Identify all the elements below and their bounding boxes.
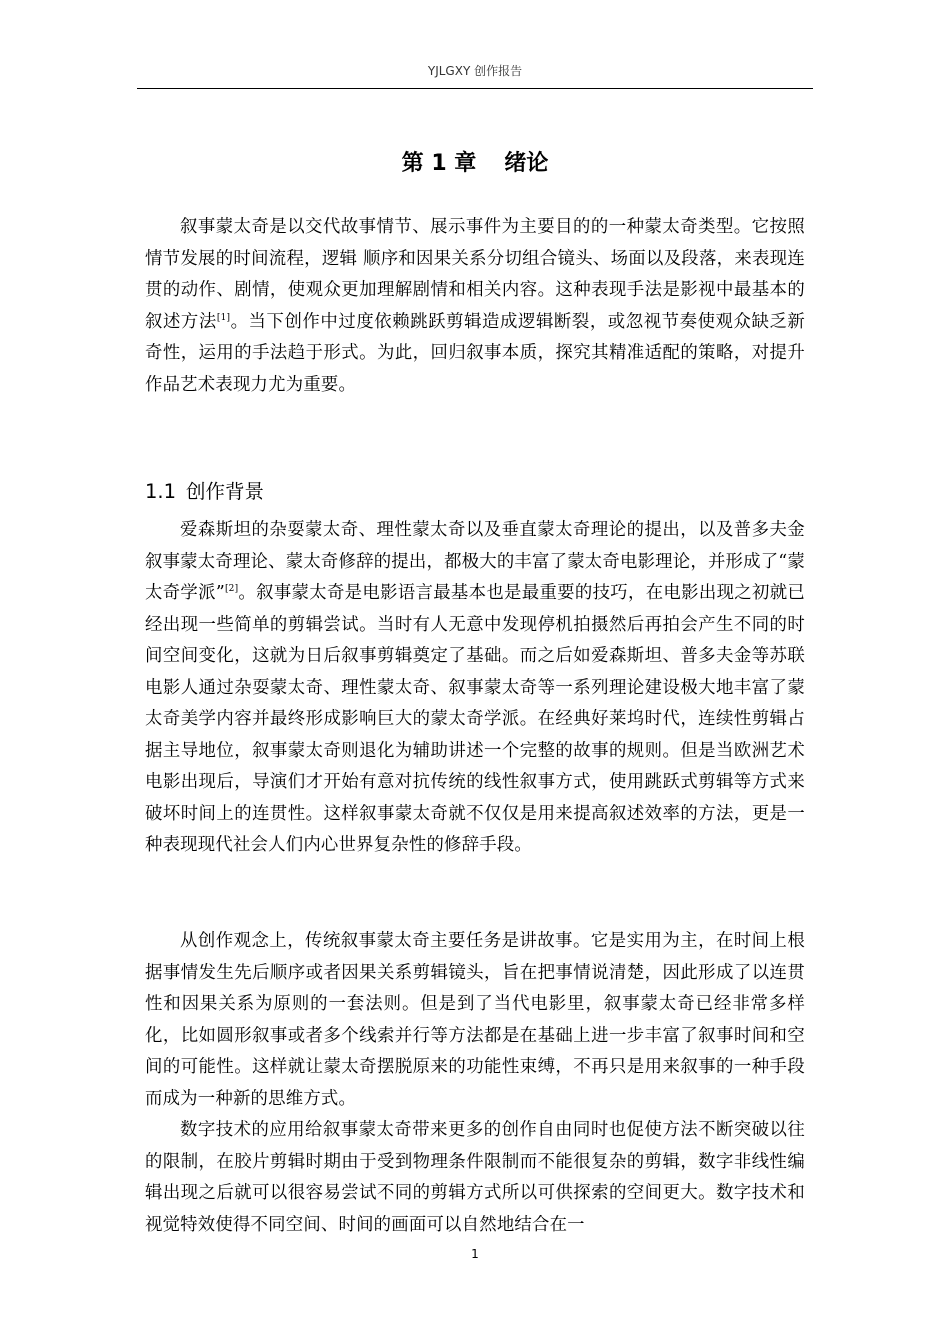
body-paragraph-3: 数字技术的应用给叙事蒙太奇带来更多的创作自由同时也促使方法不断突破以往的限制，在胶片剪辑时期由于受到物理条件限制而不能很复杂的剪辑，数字非线性编辑出现之后就可以很容易尝试不同的剪辑方式所以可供探索的空间更大。数字技术和视觉特效使得不同空间、时间的画面可以自然地结合在一 [145,1120,805,1235]
paragraph-1-text-2: 。叙事蒙太奇是电影语言最基本也是最重要的技巧，在电影出现之初就已经出现一些简单的剪辑尝试。当时有人无意中发现停机拍摄然后再拍会产生不同的时间空间变化，这就为日后叙事剪辑奠定了基础。而之后如爱森斯坦、普多夫金等苏联电影人通过杂耍蒙太奇、理性蒙太奇、叙事蒙太奇等一系列理论建设极大地丰富了蒙太奇美学内容并最终形成影响巨大的蒙太奇学派。在经典好莱坞时代，连续性剪辑占据主导地位，叙事蒙太奇则退化为辅助讲述一个完整的故事的规则。但是当欧洲艺术电影出现后，导演们才开始有意对抗传统的线性叙事方式，使用跳跃式剪辑等方式来破坏时间上的连贯性。这样叙事蒙太奇就不仅仅是用来提高叙述效率的方法，更是一种表现现代社会人们内心世界复杂性的修辞手段。 [145,583,805,855]
section-heading [145,476,264,504]
body-paragraph-1 [145,515,805,862]
chapter-title [137,146,813,177]
body-paragraph-2: 从创作观念上，传统叙事蒙太奇主要任务是讲故事。它是实用为主，在时间上根据事情发生先后顺序或者因果关系剪辑镜头，旨在把事情说清楚，因此形成了以连贯性和因果关系为原则的一套法则。但是到了当代电影里，叙事蒙太奇已经非常多样化，比如圆形叙事或者多个线索并行等方法都是在基础上进一步丰富了叙事时间和空间的可能性。这样就让蒙太奇摆脱原来的功能性束缚，不再只是用来叙事的一种手段而成为一种新的思维方式。 [145,931,805,1109]
chapter-name: 绪论 [504,151,549,176]
header-rule [137,88,813,89]
section-number: 1.1 [145,480,177,503]
intro-text-2: 。当下创作中过度依赖跳跃剪辑造成逻辑断裂，或忽视节奏使观众缺乏新奇性，运用的手法趋于形式。为此，回归叙事本质，探究其精准适配的策略，对提升作品艺术表现力尤为重要。 [145,311,805,395]
running-header: YJLGXY 创作报告 [427,64,523,78]
intro-paragraph [145,212,805,401]
citation-ref-2[interactable]: [2] [224,584,239,594]
intro-text-1: 叙事蒙太奇是以交代故事情节、展示事件为主要目的的一种蒙太奇类型。它按照情节发展的时间流程，逻辑 顺序和因果关系分切组合镜头、场面以及段落，来表现连贯的动作、剧情，使观众更加理解剧情和相关内容。这种表现手法是影视中最基本的叙述方法 [145,217,805,332]
page-number: 1 [471,1247,479,1261]
paragraph-1-text-1: 爱森斯坦的杂耍蒙太奇、理性蒙太奇以及垂直蒙太奇理论的提出，以及普多夫金叙事蒙太奇理论、蒙太奇修辞的提出，都极大的丰富了蒙太奇电影理论，并形成了“蒙太奇学派” [145,520,805,603]
chapter-number: 第 1 章 [401,151,477,176]
citation-ref-1[interactable]: [1] [216,312,231,323]
section-name: 创作背景 [186,480,265,503]
